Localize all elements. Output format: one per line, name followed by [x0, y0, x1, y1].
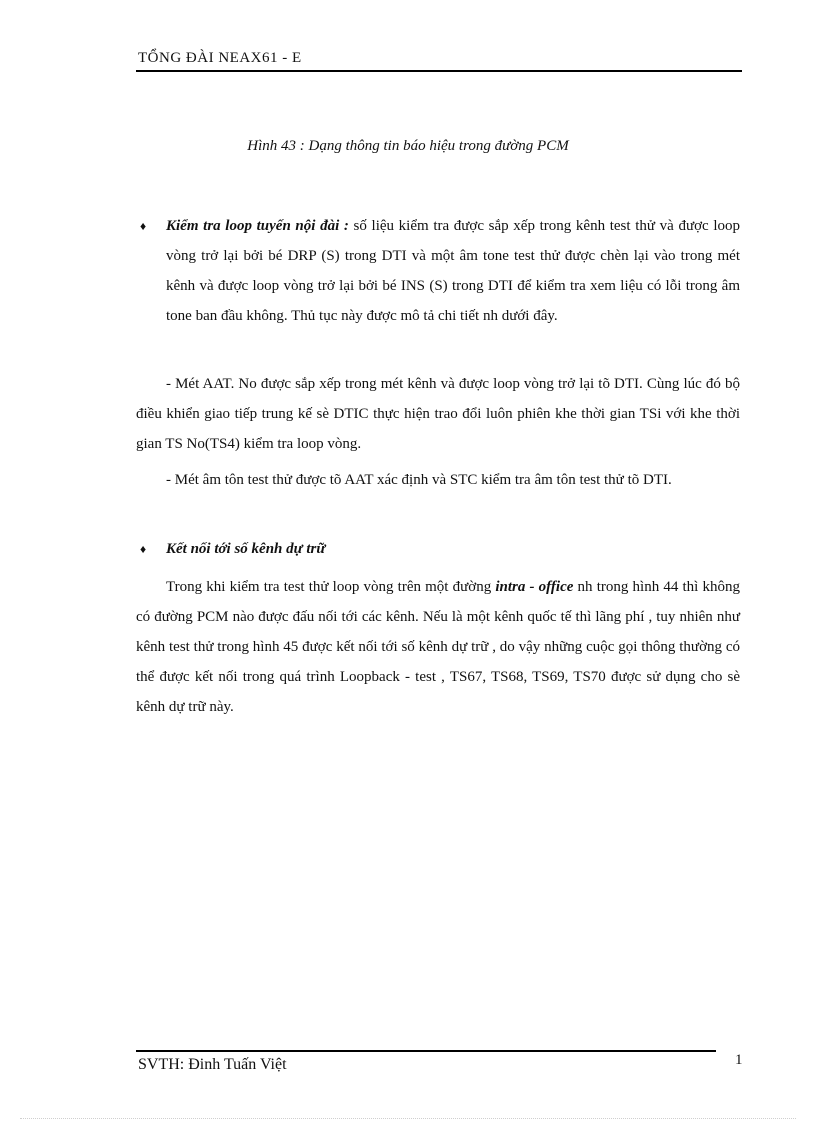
section-heading: Kết nối tới số kênh dự trữ: [166, 541, 326, 557]
footer-rule: [136, 1050, 716, 1052]
section-heading: Kiểm tra loop tuyến nội đài :: [166, 218, 349, 234]
section-text: số liệu kiểm tra được sắp xếp trong kênh test thử và được loop vòng trở lại bởi bé DRP (S) trong DTI và một âm tone test thử được chèn lại vào trong mét kênh và được loop vòng trở lại bởi bé INS (S) trong DTI để kiểm tra xem liệu có lỗi trong âm tone ban đầu không. Thủ tục này được mô tả chi tiết nh dưới đây.: [166, 218, 740, 324]
footer-author: SVTH: Đinh Tuấn Việt: [138, 1056, 287, 1073]
page-number: 1: [735, 1052, 743, 1068]
paragraph-spare-channel: [136, 572, 740, 722]
paragraph-text: nh trong hình 44 thì không có đường PCM nào được đấu nối tới các kênh. Nếu là một kênh quốc tế thì lãng phí , tuy nhiên như kênh test thử trong hình 45 được kết nối tới số kênh dự trữ , do vậy những cuộc gọi thông thường có thể được kết nối trong quá trình Loopback - test , TS67, TS68, TS69, TS70 được sử dụng cho sè kênh dự trữ này.: [136, 579, 740, 715]
bullet-icon: ♦: [140, 219, 147, 233]
figure-caption: Hình 43 : Dạng thông tin báo hiệu trong đường PCM: [247, 138, 569, 154]
paragraph-text: Trong khi kiểm tra test thử loop vòng trên một đường: [166, 579, 496, 595]
page-edge-dots: [20, 1118, 796, 1119]
bullet-icon: ♦: [140, 542, 147, 556]
paragraph-tone-test: - Mét âm tôn test thử được tõ AAT xác định và STC kiểm tra âm tôn test thử tõ DTI.: [166, 472, 672, 488]
section-loop-test: [136, 211, 740, 331]
paragraph-emphasis: intra - office: [495, 579, 574, 595]
section-spare-channel: [136, 534, 740, 564]
header-rule: [136, 70, 742, 72]
paragraph-aat: - Mét AAT. No được sắp xếp trong mét kênh và được loop vòng trở lại tõ DTI. Cùng lúc đó bộ điều khiển giao tiếp trung kế sè DTIC thực hiện trao đổi luôn phiên khe thời gian TSi với khe thời gian TS No(TS4) kiểm tra loop vòng.: [136, 376, 740, 452]
header-title: TỔNG ĐÀI NEAX61 - E: [138, 50, 302, 66]
